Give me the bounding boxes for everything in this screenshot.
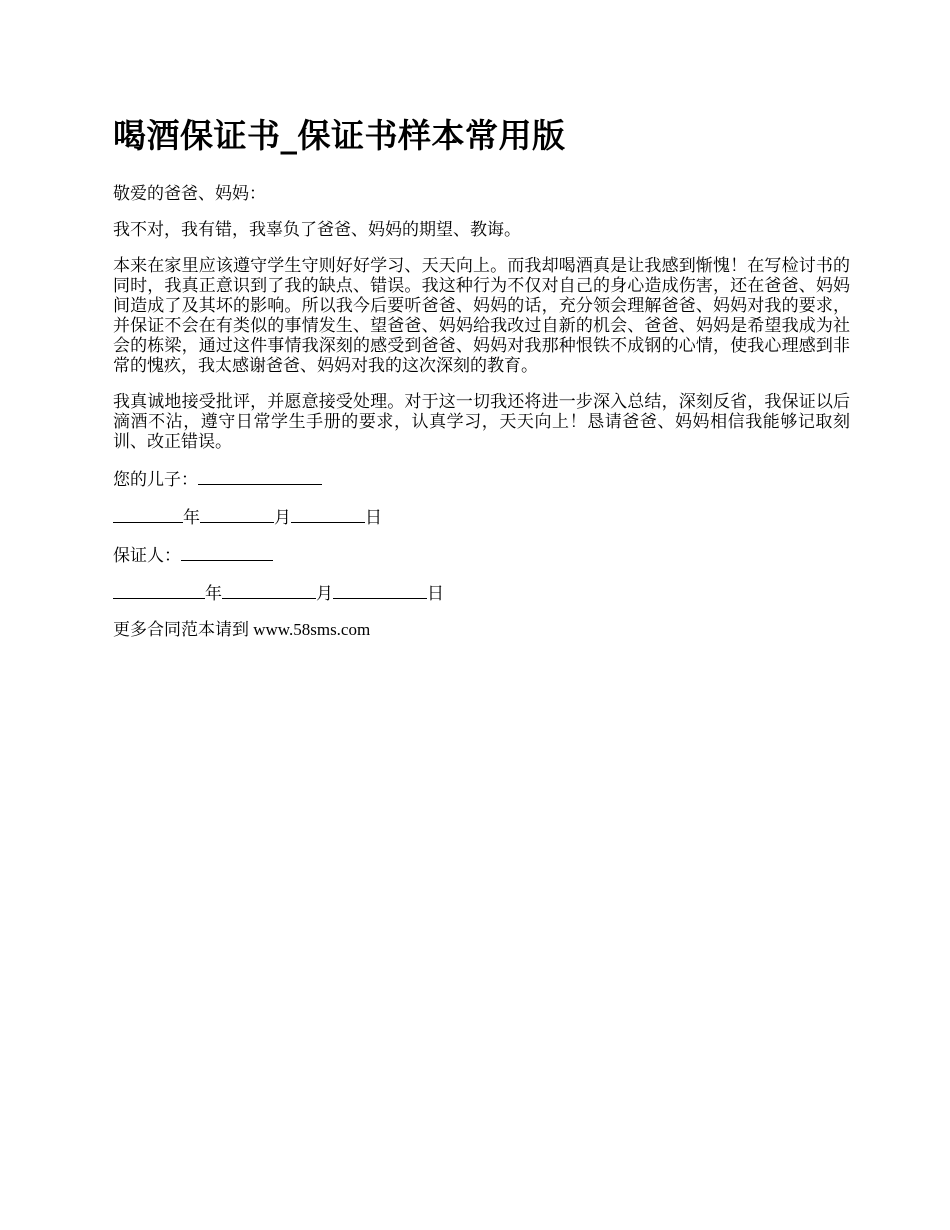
salutation: 敬爱的爸爸、妈妈： (113, 184, 266, 204)
son-year-label: 年 (183, 508, 200, 528)
son-signature-label: 您的儿子： (113, 470, 198, 490)
guarantor-month-blank (222, 582, 316, 599)
son-signature-line (113, 468, 850, 490)
son-month-label: 月 (274, 508, 291, 528)
guarantor-signature-line (113, 544, 850, 566)
guarantor-date-line (113, 582, 850, 604)
guarantor-day-blank (333, 582, 427, 599)
son-year-blank (113, 506, 183, 523)
son-month-blank (200, 506, 274, 523)
footer-note: 更多合同范本请到 www.58sms.com (113, 620, 371, 639)
guarantor-signature-label: 保证人： (113, 546, 181, 566)
son-day-blank (291, 506, 365, 523)
document-title: 喝酒保证书_保证书样本常用版 (113, 116, 566, 155)
paragraph-pledge: 我真诚地接受批评，并愿意接受处理。对于这一切我还将进一步深入总结，深刻反省，我保证以后滴酒不沾，遵守日常学生手册的要求，认真学习，天天向上！恳请爸爸、妈妈相信我能够记取刻训、改正错误。 (113, 392, 850, 452)
guarantor-year-label: 年 (205, 584, 222, 604)
guarantor-signature-blank (181, 544, 273, 561)
paragraph-apology: 我不对，我有错，我辜负了爸爸、妈妈的期望、教诲。 (113, 220, 521, 240)
guarantor-year-blank (113, 582, 205, 599)
son-date-line (113, 506, 850, 528)
son-day-label: 日 (365, 508, 382, 528)
document-page (113, 112, 850, 656)
paragraph-reflection: 本来在家里应该遵守学生守则好好学习、天天向上。而我却喝酒真是让我感到惭愧！在写检讨书的同时，我真正意识到了我的缺点、错误。我这种行为不仅对自己的身心造成伤害，还在爸爸、妈妈间造成了及其坏的影响。所以我今后要听爸爸、妈妈的话，充分领会理解爸爸、妈妈对我的要求，并保证不会在有类似的事情发生、望爸爸、妈妈给我改过自新的机会、爸爸、妈妈是希望我成为社会的栋梁，通过这件事情我深刻的感受到爸爸、妈妈对我那种恨铁不成钢的心情，使我心理感到非常的愧疚，我太感谢爸爸、妈妈对我的这次深刻的教育。 (113, 256, 850, 376)
guarantor-day-label: 日 (427, 584, 444, 604)
son-signature-blank (198, 468, 322, 485)
guarantor-month-label: 月 (316, 584, 333, 604)
